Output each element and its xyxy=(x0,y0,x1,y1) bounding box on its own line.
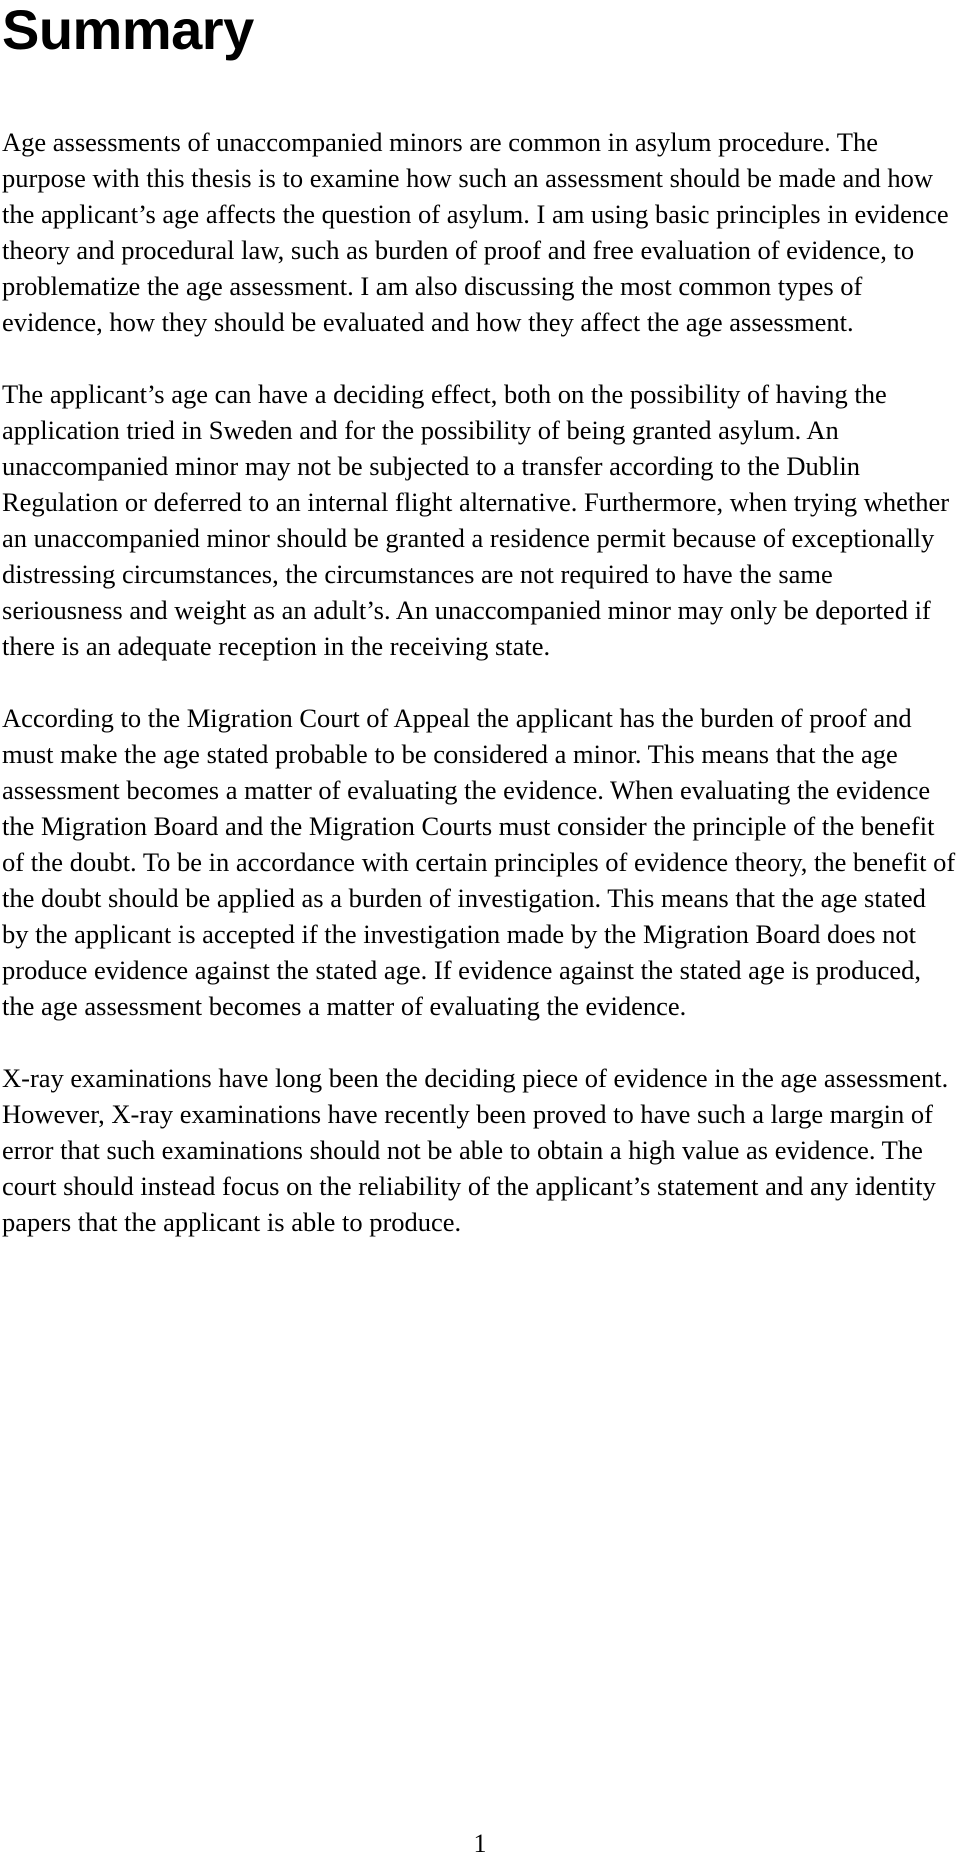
paragraph-xray: X-ray examinations have long been the deciding piece of evidence in the age assessment. However, X-ray examinations have recently been proved to have such a large margin of error that such examinations should not be able to obtain a high value as evidence. The court should instead focus on the reliability of the applicant’s statement and any identity papers that the applicant is able to produce. xyxy=(2,1063,949,1237)
page-number: 1 xyxy=(473,1829,487,1858)
page-title: Summary xyxy=(2,0,254,61)
summary-body xyxy=(2,124,957,1276)
paragraph-age-effect: The applicant’s age can have a deciding effect, both on the possibility of having the application tried in Sweden and for the possibility of being granted asylum. An unaccompanied minor may not be subjected to a transfer according to the Dublin Regulation or deferred to an internal flight alternative. Furthermore, when trying whether an unaccompanied minor should be granted a residence permit because of exceptionally distressing circumstances, the circumstances are not required to have the same seriousness and weight as an adult’s. An unaccompanied minor may only be deported if there is an adequate reception in the receiving state. xyxy=(2,379,950,661)
paragraph-burden-of-proof: According to the Migration Court of Appeal the applicant has the burden of proof and must make the age stated probable to be considered a minor. This means that the age assessment becomes a matter of evaluating the evidence. When evaluating the evidence the Migration Board and the Migration Courts must consider the principle of the benefit of the doubt. To be in accordance with certain principles of evidence theory, the benefit of the doubt should be applied as a burden of investigation. This means that the age stated by the applicant is accepted if the investigation made by the Migration Board does not produce evidence against the stated age. If evidence against the stated age is produced, the age assessment becomes a matter of evaluating the evidence. xyxy=(2,703,956,1021)
paragraph-intro: Age assessments of unaccompanied minors are common in asylum procedure. The purpose with this thesis is to examine how such an assessment should be made and how the applicant’s age affects the question of asylum. I am using basic principles in evidence theory and procedural law, such as burden of proof and free evaluation of evidence, to problematize the age assessment. I am also discussing the most common types of evidence, how they should be evaluated and how they affect the age assessment. xyxy=(2,127,949,337)
